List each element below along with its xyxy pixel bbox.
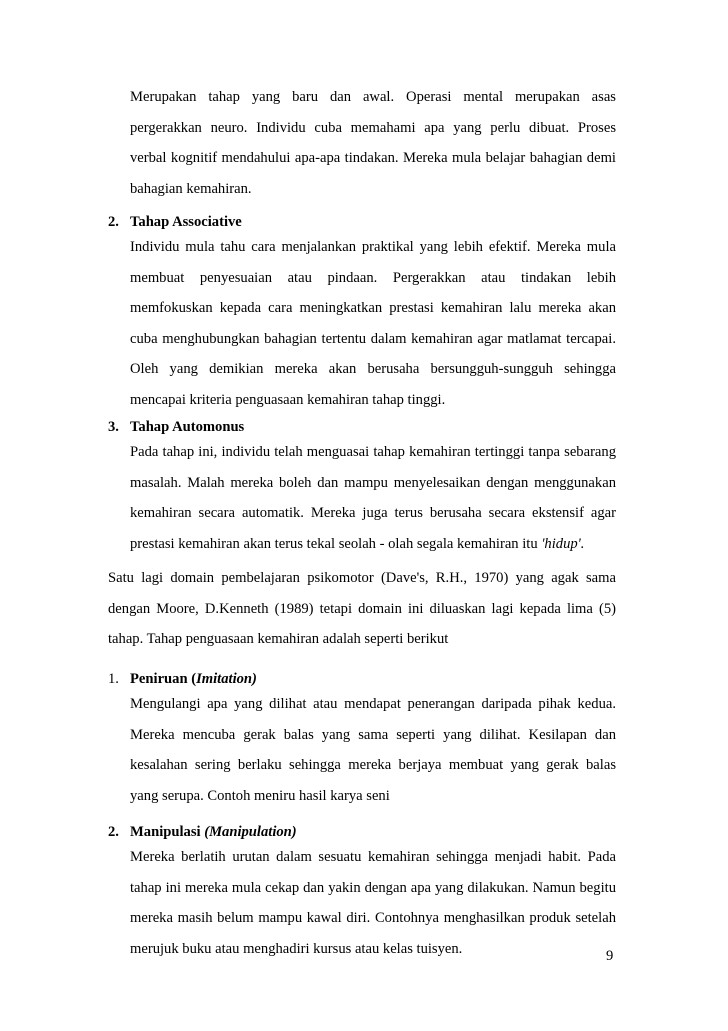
paragraph-line: yang serupa. Contoh meniru hasil karya seni [130, 787, 390, 804]
section-number: 3. [108, 419, 119, 435]
item-title: Manipulasi [130, 824, 201, 840]
intro-paragraph [108, 82, 616, 204]
section-number: 2. [108, 214, 119, 230]
paragraph-line [108, 529, 616, 560]
paragraph-line: tahap ini mereka mula cekap dan yakin dengan apa yang dilakukan. Namun begitu [130, 879, 616, 896]
section-heading [108, 211, 616, 233]
paragraph-line: Pada tahap ini, individu telah menguasai tahap kemahiran tertinggi tanpa sebarang [130, 444, 616, 460]
paragraph-line: verbal kognitif mendahului apa-apa tindakan. Mereka mula belajar bahagian demi [130, 150, 616, 166]
item-heading [108, 668, 616, 690]
paragraph-line: kemahiran secara automatik. Mereka juga terus berusaha secara ekstensif agar [130, 505, 616, 521]
paragraph-line: kesalahan sering berlaku sehingga mereka berjaya membuat yang gerak balas [130, 757, 616, 773]
page-number: 9 [606, 948, 614, 964]
item-number: 1. [108, 671, 119, 687]
section-body [108, 437, 616, 559]
paragraph-line: mencapai kriteria penguasaan kemahiran tahap tinggi. [130, 391, 446, 408]
item-number: 2. [108, 824, 119, 840]
item-title-paren: ( [187, 671, 197, 687]
paragraph-line: dengan Moore, D.Kenneth (1989) tetapi domain ini diluaskan lagi kepada lima (5) [108, 600, 616, 617]
paragraph-line: cuba menghubungkan bahagian tertentu dalam kemahiran agar matlamat tercapai. [130, 330, 616, 347]
paragraph-line: Oleh yang demikian mereka akan berusaha bersungguh-sungguh sehingga [130, 361, 616, 377]
item-heading [108, 821, 616, 843]
paragraph-line: Merupakan tahap yang baru dan awal. Operasi mental merupakan asas [130, 89, 616, 105]
paragraph-line: merujuk buku atau menghadiri kursus atau kelas tuisyen. [130, 940, 463, 957]
section-heading [108, 416, 616, 438]
italic-text: 'hidup'. [541, 535, 585, 552]
paragraph-line: Mengulangi apa yang dilihat atau mendapat penerangan daripada pihak kedua. [130, 696, 616, 712]
item-body [108, 842, 616, 964]
section-title: Tahap Automonus [130, 419, 245, 435]
paragraph-line: Mereka mencuba gerak balas yang sama seperti yang dilihat. Kesilapan dan [130, 726, 616, 743]
paragraph-line: membuat penyesuaian atau pindaan. Pergerakkan atau tindakan lebih [130, 269, 616, 286]
item-title-english: Imitation) [196, 671, 257, 687]
middle-paragraph [108, 563, 616, 655]
paragraph-line: Individu mula tahu cara menjalankan praktikal yang lebih efektif. Mereka mula [130, 239, 616, 255]
paragraph-line: mereka masih belum mampu kawal diri. Contohnya menghasilkan produk setelah [130, 910, 616, 926]
item-title: Peniruan [130, 671, 188, 687]
paragraph-line: pergerakkan neuro. Individu cuba memahami apa yang perlu dibuat. Proses [130, 119, 616, 136]
section-body [108, 232, 616, 415]
paragraph-line: masalah. Malah mereka boleh dan mampu menyelesaikan dengan menggunakan [130, 474, 616, 491]
item-title-english: (Manipulation) [200, 824, 297, 840]
text-run: prestasi kemahiran akan terus tekal seolah - olah segala kemahiran itu [130, 535, 542, 552]
paragraph-line: Mereka berlatih urutan dalam sesuatu kemahiran sehingga menjadi habit. Pada [130, 849, 616, 865]
paragraph-line: bahagian kemahiran. [130, 180, 252, 197]
paragraph-line: tahap. Tahap penguasaan kemahiran adalah seperti berikut [108, 631, 449, 647]
paragraph-line: Satu lagi domain pembelajaran psikomotor (Dave's, R.H., 1970) yang agak sama [108, 570, 616, 586]
section-title: Tahap Associative [130, 214, 242, 230]
paragraph-line: memfokuskan kepada cara meningkatkan prestasi kemahiran lalu mereka akan [130, 300, 616, 316]
item-body [108, 689, 616, 811]
